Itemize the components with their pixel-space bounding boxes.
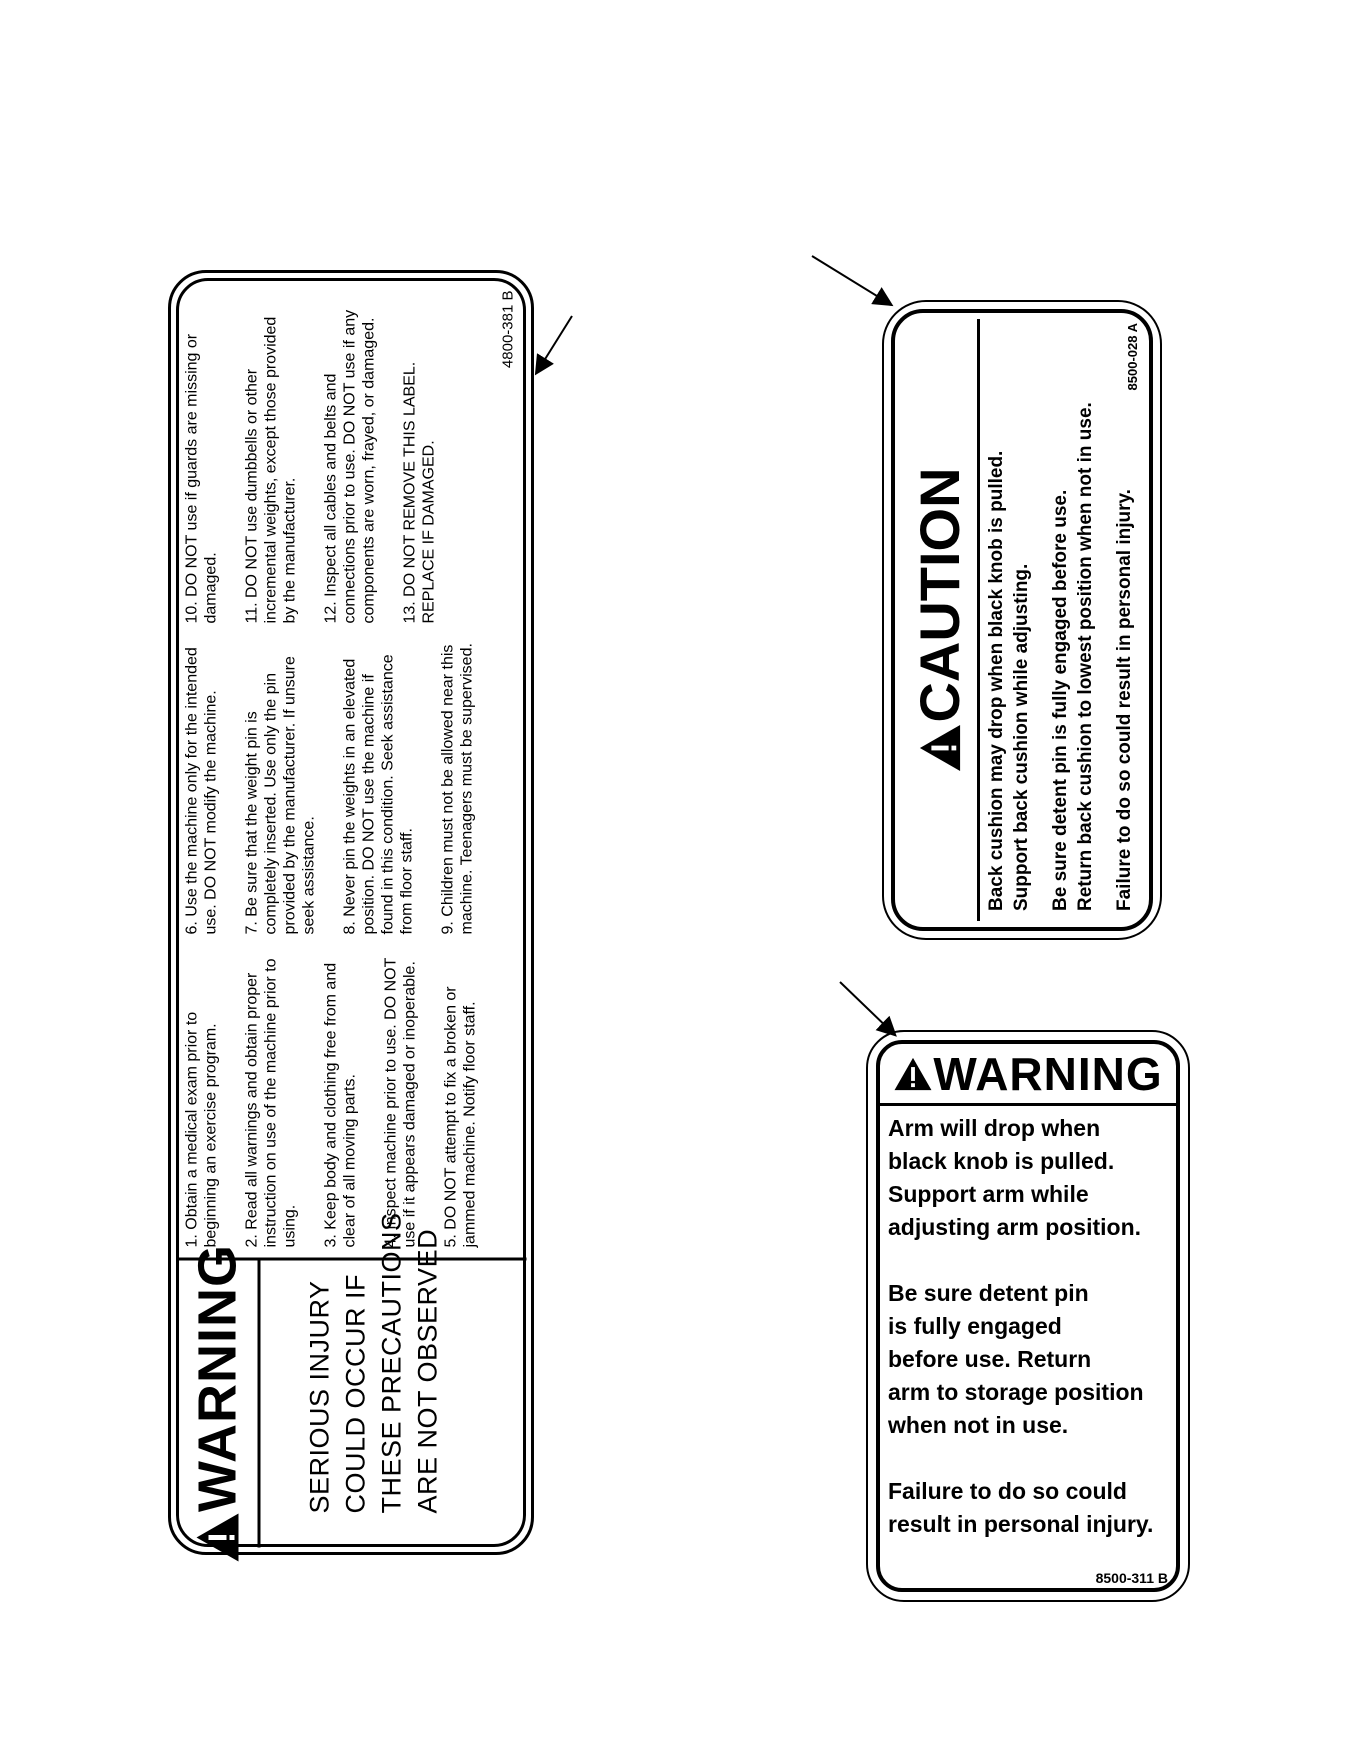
label-content-rotated [902, 319, 1142, 921]
caution-line: Return back cushion to lowest position when not in use. [1075, 402, 1096, 911]
warning-line: Be sure detent pin [888, 1280, 1089, 1306]
warning-triangle-icon [893, 1056, 933, 1092]
warning-line: result in personal injury. [888, 1511, 1154, 1537]
precaution-item: 8. Never pin the weights in an elevated position. DO NOT use the machine if found in this condition. Seek assistance from floor staff. [341, 653, 415, 934]
precaution-item: 10. DO NOT use if guards are missing or damaged. [183, 333, 219, 623]
precautions-column-3 [182, 303, 460, 623]
precaution-item: 1. Obtain a medical exam prior to beginning an exercise program. [183, 1011, 219, 1247]
arrow-caution-label [812, 256, 890, 304]
serious-injury-statement [301, 1211, 445, 1547]
warning-text [888, 1112, 1184, 1574]
precaution-item: 13. DO NOT REMOVE THIS LABEL. REPLACE IF DAMAGED. [401, 361, 437, 623]
warning-line: Failure to do so could [888, 1478, 1127, 1504]
warning-triangle-icon [194, 1511, 240, 1563]
label-content-rotated [176, 278, 526, 1547]
precaution-item: 4. Inspect machine prior to use. DO NOT use if it appears damaged or inoperable. [382, 957, 418, 1247]
warning-title: WARNING [933, 1047, 1163, 1100]
warning-header [176, 1243, 260, 1547]
caution-title: CAUTION [908, 467, 971, 723]
precaution-item: 11. DO NOT use dumbbells or other incremental weights, except those provided by the manufacturer. [243, 316, 298, 623]
caution-line: Back cushion may drop when black knob is pulled. [986, 450, 1007, 911]
large-warning-label [168, 270, 534, 1555]
warning-title: WARNING [186, 1243, 247, 1512]
precaution-item: 5. DO NOT attempt to fix a broken or jammed machine. Notify floor staff. [442, 985, 478, 1247]
caution-line: Failure to do so could result in personal injury. [1114, 489, 1135, 911]
precaution-item: 7. Be sure that the weight pin is completely inserted. Use only the pin provided by the manufacturer. If unsure seek assistance. [243, 655, 317, 934]
warning-line: arm to storage position [888, 1379, 1144, 1405]
precaution-item: 12. Inspect all cables and belts and connections prior to use. DO NOT use if any components are worn, frayed, or damaged. [322, 309, 377, 623]
label-part-number: 4800-381 B [499, 290, 516, 368]
warning-line: adjusting arm position. [888, 1214, 1142, 1240]
small-warning-label [866, 1030, 1190, 1602]
precaution-item: 9. Children must not be allowed near this machine. Teenagers must be supervised. [439, 642, 475, 934]
arrow-big-label [537, 316, 572, 372]
warning-triangle-icon [918, 723, 962, 773]
label-part-number: 8500-028 A [1125, 323, 1140, 391]
label-part-number: 8500-311 B [1095, 1570, 1168, 1586]
warning-header [880, 1044, 1176, 1106]
warning-line: Support arm while [888, 1181, 1089, 1207]
precaution-item: 6. Use the machine only for the intended use. DO NOT modify the machine. [183, 646, 219, 934]
label-left-panel [176, 1211, 526, 1547]
caution-header [902, 319, 980, 921]
warning-line: black knob is pulled. [888, 1148, 1115, 1174]
warning-line: Arm will drop when [888, 1115, 1101, 1141]
warning-line: is fully engaged [888, 1313, 1062, 1339]
warning-line: before use. Return [888, 1346, 1092, 1372]
serious-line: COULD OCCUR IF [340, 1273, 370, 1513]
warning-line: when not in use. [888, 1412, 1069, 1438]
precaution-item: 3. Keep body and clothing free from and clear of all moving parts. [322, 962, 358, 1247]
serious-line: ARE NOT OBSERVED [412, 1228, 442, 1513]
arrow-small-warning-label [840, 982, 894, 1034]
caution-label [882, 300, 1162, 940]
serious-line: THESE PRECAUTIONS [376, 1211, 406, 1513]
caution-line: Be sure detent pin is fully engaged before use. [1050, 489, 1071, 911]
precautions-list [182, 287, 512, 1247]
precautions-column-1 [182, 947, 501, 1247]
precaution-item: 2. Read all warnings and obtain proper instruction on use of the machine prior to using. [243, 957, 298, 1247]
caution-line: Support back cushion while adjusting. [1011, 563, 1032, 911]
serious-line: SERIOUS INJURY [304, 1279, 334, 1513]
precautions-column-2 [182, 634, 498, 934]
caution-text [984, 321, 1151, 911]
